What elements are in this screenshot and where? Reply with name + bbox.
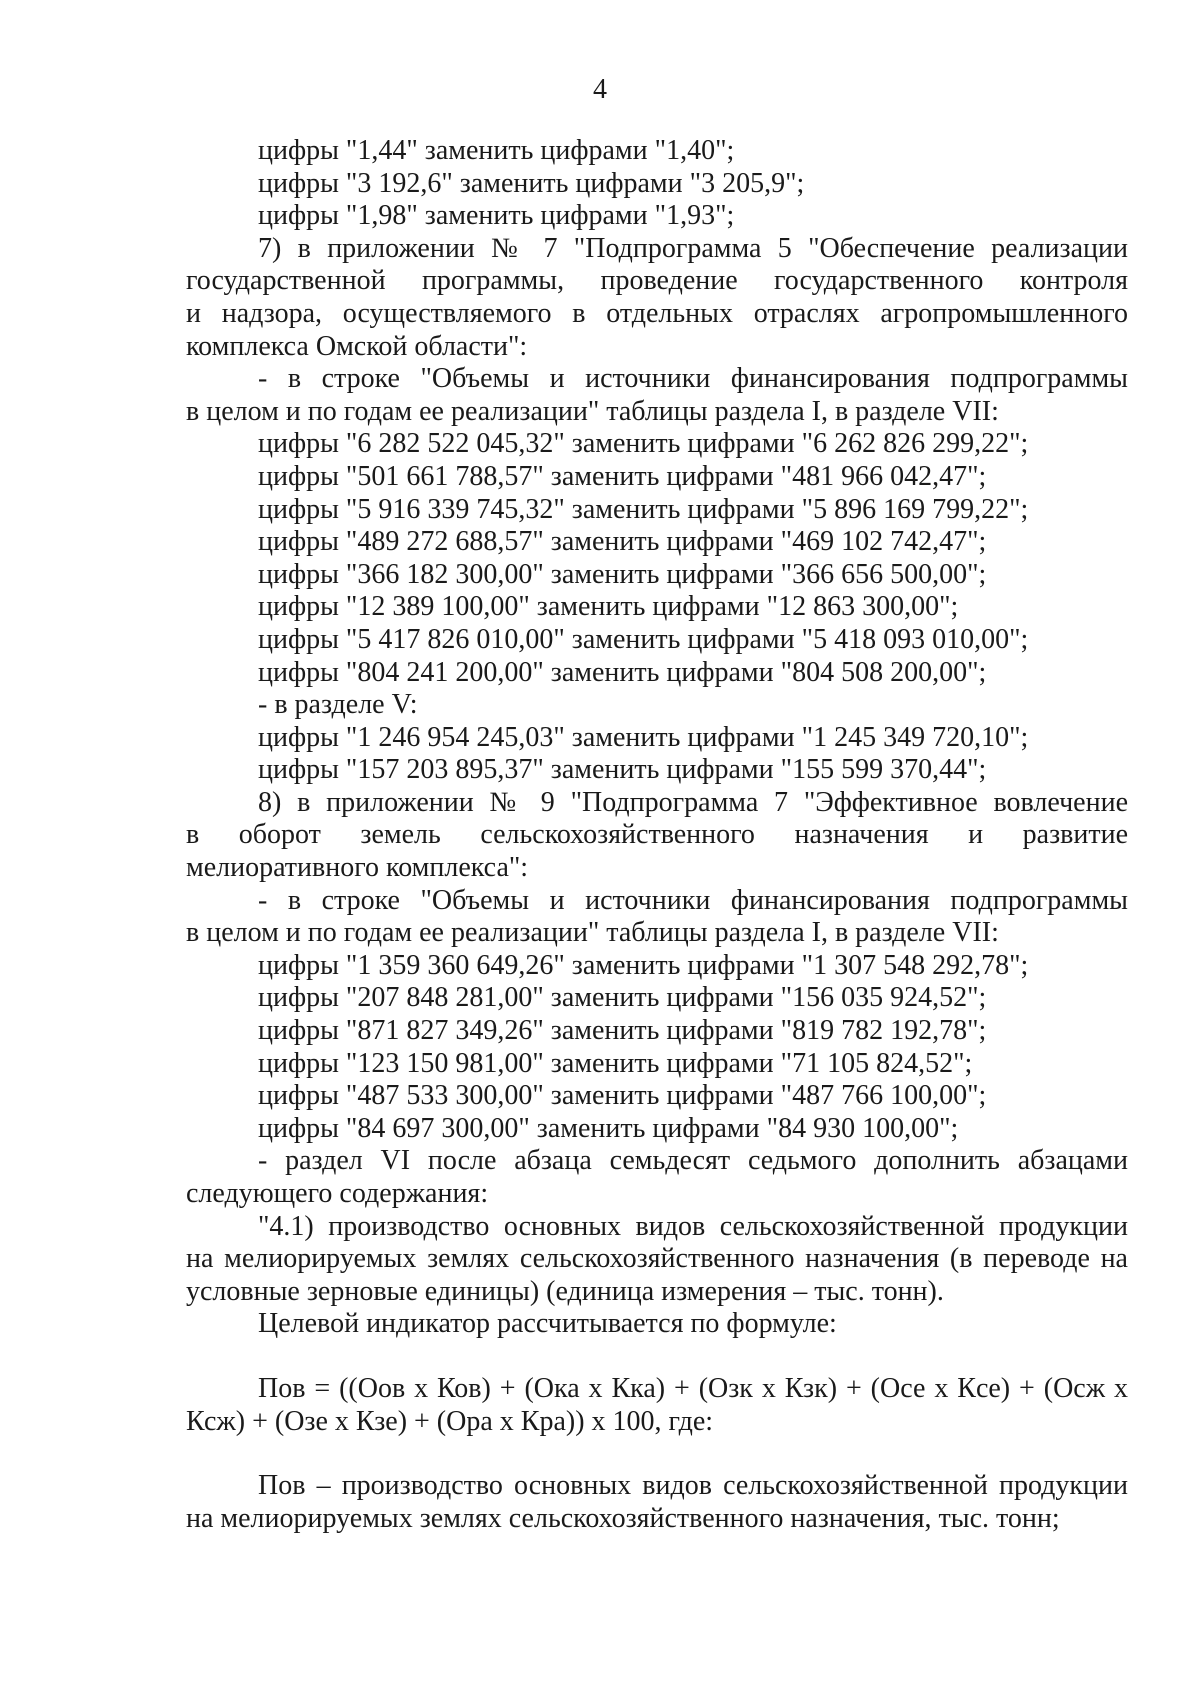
text-line: цифры "1,44" заменить цифрами "1,40"; <box>258 135 735 166</box>
text-line: Пов – производство основных видов сельскохозяйственной продукции <box>258 1470 1128 1502</box>
text-line: комплекса Омской области": <box>186 330 528 362</box>
text-line: следующего содержания: <box>186 1178 489 1209</box>
text-line: - в строке "Объемы и источники финансирования подпрограммы <box>258 884 1128 916</box>
text-line: в целом и по годам ее реализации" таблицы раздела I, в разделе VII: <box>186 917 999 949</box>
text-line: цифры "366 182 300,00" заменить цифрами "366 656 500,00"; <box>258 558 987 590</box>
text-line: на мелиорируемых землях сельскохозяйственного назначения, тыс. тонн; <box>186 1502 1060 1534</box>
text-line: условные зерновые единицы) (единица измерения – тыс. тонн). <box>186 1275 944 1307</box>
text-line: Пов = ((Оов х Ков) + (Ока х Кка) + (Озк х Кзк) + (Осе х Кce) + (Осж х <box>258 1372 1128 1404</box>
text-line: цифры "1 359 360 649,26" заменить цифрами "1 307 548 292,78"; <box>258 949 1029 981</box>
text-line: цифры "501 661 788,57" заменить цифрами "481 966 042,47"; <box>258 460 987 492</box>
text-line: цифры "1,98" заменить цифрами "1,93"; <box>258 200 735 232</box>
text-line: цифры "3 192,6" заменить цифрами "3 205,9"; <box>258 167 805 199</box>
text-line: Ксж) + (Озе х Кзе) + (Ора х Кра)) х 100, где: <box>186 1405 714 1437</box>
text-line: в оборот земель сельскохозяйственного назначения и развитие <box>186 819 1128 851</box>
text-line: - в разделе V: <box>258 689 418 721</box>
page-number: 4 <box>593 74 607 105</box>
text-line: цифры "489 272 688,57" заменить цифрами "469 102 742,47"; <box>258 526 987 558</box>
paragraph-gap <box>186 1341 1128 1373</box>
text-line: 7) в приложении № 7 "Подпрограмма 5 "Обеспечение реализации <box>258 232 1128 264</box>
text-line: цифры "5 916 339 745,32" заменить цифрами "5 896 169 799,22"; <box>258 493 1029 525</box>
text-line: 8) в приложении № 9 "Подпрограмма 7 "Эффективное вовлечение <box>258 786 1128 818</box>
text-line: - в строке "Объемы и источники финансирования подпрограммы <box>258 363 1128 395</box>
text-line: цифры "157 203 895,37" заменить цифрами "155 599 370,44"; <box>258 754 987 786</box>
text-line: Целевой индикатор рассчитывается по формуле: <box>258 1308 837 1340</box>
paragraph-gap <box>186 1438 1128 1470</box>
text-line: "4.1) производство основных видов сельскохозяйственной продукции <box>258 1210 1128 1242</box>
text-line: государственной программы, проведение государственного контроля <box>186 265 1128 297</box>
text-line: и надзора, осуществляемого в отдельных отраслях агропромышленного <box>186 297 1128 329</box>
text-line: в целом и по годам ее реализации" таблицы раздела I, в разделе VII: <box>186 395 999 427</box>
text-line: мелиоративного комплекса": <box>186 852 529 884</box>
text-line: - раздел VI после абзаца семьдесят седьмого дополнить абзацами <box>258 1145 1128 1177</box>
text-line: цифры "5 417 826 010,00" заменить цифрами "5 418 093 010,00"; <box>258 623 1029 655</box>
text-line: цифры "12 389 100,00" заменить цифрами "12 863 300,00"; <box>258 591 959 623</box>
text-line: цифры "487 533 300,00" заменить цифрами "487 766 100,00"; <box>258 1080 987 1112</box>
document-body <box>186 135 1128 1535</box>
text-line: цифры "207 848 281,00" заменить цифрами "156 035 924,52"; <box>258 982 987 1014</box>
text-line: цифры "871 827 349,26" заменить цифрами "819 782 192,78"; <box>258 1015 987 1047</box>
text-line: на мелиорируемых землях сельскохозяйственного назначения (в переводе на <box>186 1243 1128 1275</box>
text-line: цифры "804 241 200,00" заменить цифрами "804 508 200,00"; <box>258 656 987 688</box>
text-line: цифры "84 697 300,00" заменить цифрами "84 930 100,00"; <box>258 1112 959 1144</box>
text-line: цифры "123 150 981,00" заменить цифрами "71 105 824,52"; <box>258 1047 973 1079</box>
text-line: цифры "6 282 522 045,32" заменить цифрами "6 262 826 299,22"; <box>258 428 1029 460</box>
text-line: цифры "1 246 954 245,03" заменить цифрами "1 245 349 720,10"; <box>258 721 1029 753</box>
